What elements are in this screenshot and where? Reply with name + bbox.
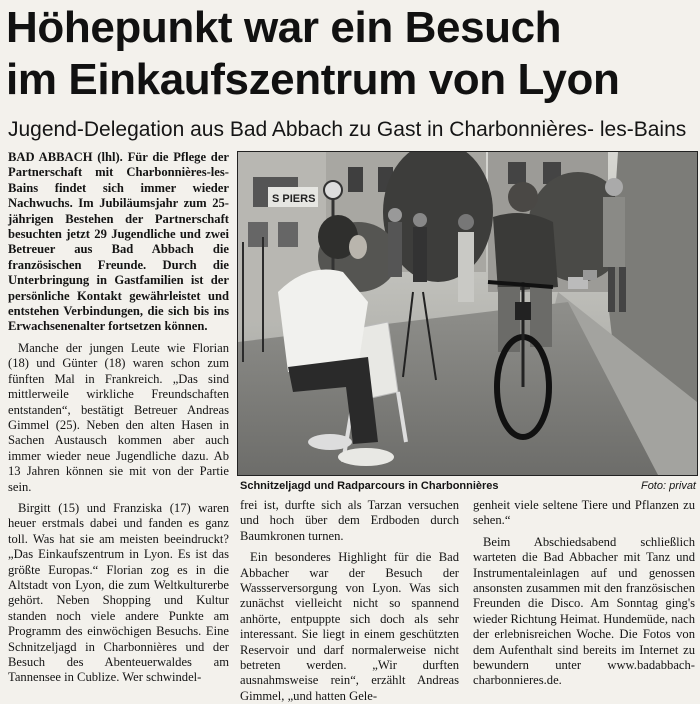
dateline: BAD ABBACH (lhl).: [8, 150, 123, 164]
headline: [6, 2, 696, 106]
column-2: [240, 498, 459, 704]
body-paragraph: genheit viele seltene Tiere und Pflanzen zu sehen.“: [473, 498, 695, 528]
column-1: [8, 150, 229, 686]
body-paragraph: Beim Abschiedsabend schließlich warteten die Bad Abbacher mit Tanz und Instrumentaleinlagen auf und genossen ansonsten zusammen mit den französischen Freunden die Disco. Am Sonntag ging's wieder Richtung Heimat. Hundemüde, nach der erlebnisreichen Woche. Die Fotos von dem Aufenthalt sind bereits im Internet zu bewundern unter www.badabbach-charbonnieres.de.: [473, 534, 695, 688]
body-paragraph: Birgitt (15) und Franziska (17) waren heuer erstmals dabei und fanden es ganz toll. Was hat sie am meisten beeindruckt? „Das Einkaufszentrum in Lyon. Es ist das größte Europas.“ Florian zog es in die Altstadt von Lyon, die zum Weltkulturerbe gehört. Neben Shopping und Kultur standen noch viele andere Punkte am Programm des einwöchigen Besuchs. Eine Schnitzeljagd in Charbonnières und der Besuch des Abenteuerwaldes am Tannensee in Cublize. Wer schwindel-: [8, 500, 229, 685]
article-photo: [237, 151, 698, 476]
photo-credit: Foto: privat: [640, 480, 696, 492]
body-paragraph: Manche der jungen Leute wie Florian (18) und Günter (18) waren schon zum fünften Mal in Frankreich. „Das sind mittlerweile wirkliche Freundschaften entstanden“, bestätigt Betreuer Andreas Gimmel (25). Neben den alten Hasen in Sachen Austausch kommen aber auch immer wieder neue Jugendliche dazu. Ab 13 Jahren können sie mit von der Partie sein.: [8, 340, 229, 494]
intro-text: Für die Pflege der Partnerschaft mit Charbonnières-les-Bains findet sich immer wieder Nachwuchs. Im Jubiläumsjahr zum 25-jährigen Bestehen der Partnerschaft besuchten jetzt 29 Jugendliche und zwei Betreuer aus Bad Abbach die französischen Freunde. Durch die Unterbringung in Gastfamilien ist der persönliche Kontakt gewährleistet und entstehen Verbindungen, die sich bis ins Erwachsenenalter fortsetzen können.: [8, 150, 229, 334]
body-paragraph: frei ist, durfte sich als Tarzan versuchen und hoch über dem Erdboden durch Baumkronen turnen.: [240, 498, 459, 543]
column-3: [473, 498, 695, 689]
photo-scene: [238, 152, 697, 475]
intro-paragraph: [8, 150, 229, 335]
shop-sign-text: S PIERS: [272, 193, 316, 205]
photo-caption: Schnitzeljagd und Radparcours in Charbonnières: [240, 480, 499, 492]
headline-line-2: im Einkaufszentrum von Lyon: [6, 55, 620, 104]
subheadline: Jugend-Delegation aus Bad Abbach zu Gast in Charbonnières- les-Bains: [8, 118, 687, 141]
body-paragraph: Ein besonderes Highlight für die Bad Abbacher war der Besuch der Wassserversorgung von Lyon. Was sich zunächst vielleicht nicht so spannend anhörte, entpuppte sich doch als sehr interessant. Sie liegt in einem geschützten Reservoir und darf normalerweise nicht betreten werden. „Wir durften ausnahmsweise rein“, erzählt Andreas Gimmel, „und hatten Gele-: [240, 550, 459, 703]
headline-line-1: Höhepunkt war ein Besuch: [6, 3, 562, 52]
